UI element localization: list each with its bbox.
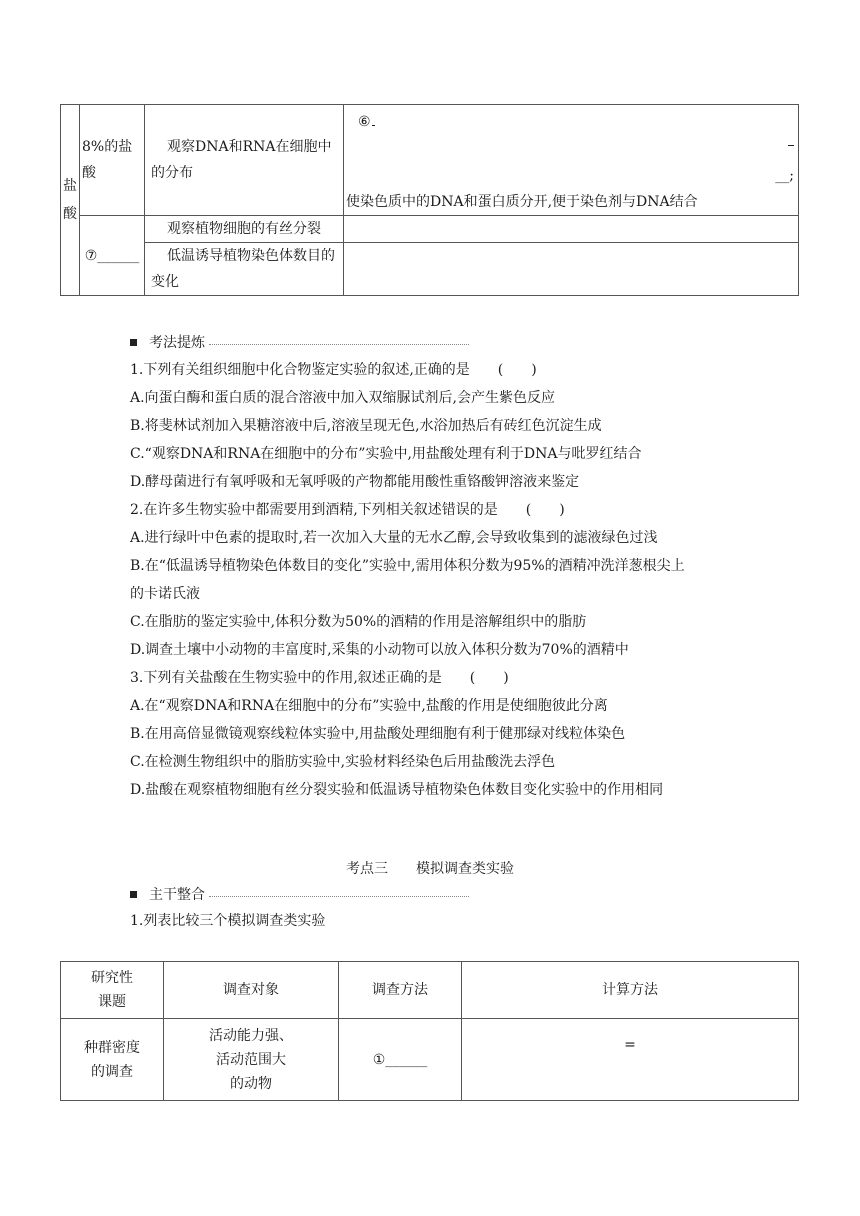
answer-6-tick bbox=[372, 125, 375, 126]
dotted-rule bbox=[209, 344, 469, 345]
experiment-lowtemp-cell bbox=[145, 243, 344, 296]
experiment-mitosis-cell bbox=[145, 216, 344, 243]
answer-6-blank: __; bbox=[775, 168, 794, 184]
method-blank: ①______ bbox=[339, 1019, 462, 1101]
kaofa-label: 考法提炼 bbox=[149, 335, 205, 351]
answer-6-tick-right bbox=[788, 145, 794, 146]
header-topic: 研究性 课题 bbox=[61, 962, 164, 1019]
answer-6-role: 使染色质中的DNA和蛋白质分开,便于染色剂与DNA结合 bbox=[346, 194, 698, 210]
acid-label: 盐 酸 bbox=[63, 178, 77, 222]
answer-6-num: ⑥ bbox=[358, 114, 371, 130]
header-object: 调查对象 bbox=[164, 962, 339, 1019]
object-animals: 活动能力强、 活动范围大 的动物 bbox=[164, 1019, 339, 1101]
q1: 1.下列有关组织细胞中化合物鉴定实验的叙述,正确的是 ( ) bbox=[130, 362, 537, 378]
q2-b-cont: 的卡诺氏液 bbox=[130, 586, 200, 602]
q3-a: A.在“观察DNA和RNA在细胞中的分布”实验中,盐酸的作用是使细胞彼此分离 bbox=[130, 698, 608, 714]
q3-b: B.在用高倍显微镜观察线粒体实验中,用盐酸处理细胞有利于健那绿对线粒体染色 bbox=[130, 726, 626, 742]
q2-c: C.在脂肪的鉴定实验中,体积分数为50%的酒精的作用是溶解组织中的脂肪 bbox=[130, 614, 587, 630]
square-bullet-icon bbox=[130, 339, 137, 346]
experiment-dna-rna: 观察DNA和RNA在细胞中的分布 bbox=[151, 139, 332, 181]
q1-b: B.将斐林试剂加入果糖溶液中后,溶液呈现无色,水浴加热后有砖红色沉淀生成 bbox=[130, 418, 602, 434]
agent-7-cell bbox=[80, 216, 145, 296]
survey-table bbox=[60, 961, 799, 1101]
agent-8pct: 8%的盐酸 bbox=[82, 139, 133, 181]
acid-label-cell bbox=[61, 105, 80, 296]
list-title: 1.列表比较三个模拟调查类实验 bbox=[130, 913, 326, 929]
q2-b: B.在“低温诱导植物染色体数目的变化”实验中,需用体积分数为95%的酒精冲洗洋葱根尖上 bbox=[130, 558, 685, 574]
section3-title: 考点三 模拟调查类实验 bbox=[346, 861, 514, 877]
q1-c: C.“观察DNA和RNA在细胞中的分布”实验中,用盐酸处理有利于DNA与吡罗红结合 bbox=[130, 446, 642, 462]
dotted-rule bbox=[209, 896, 469, 897]
role-lowtemp-cell bbox=[344, 243, 799, 296]
zhugan-label: 主干整合 bbox=[149, 887, 205, 903]
q3-d: D.盐酸在观察植物细胞有丝分裂实验和低温诱导植物染色体数目变化实验中的作用相同 bbox=[130, 782, 664, 798]
q2-d: D.调查土壤中小动物的丰富度时,采集的小动物可以放入体积分数为70%的酒精中 bbox=[130, 642, 629, 658]
role-cell bbox=[344, 105, 799, 216]
topic-density: 种群密度 的调查 bbox=[61, 1019, 164, 1101]
experiment-lowtemp: 低温诱导植物染色体数目的变化 bbox=[151, 248, 335, 290]
role-mitosis-cell bbox=[344, 216, 799, 243]
header-calc: 计算方法 bbox=[462, 962, 799, 1019]
q2: 2.在许多生物实验中都需要用到酒精,下列相关叙述错误的是 ( ) bbox=[130, 502, 565, 518]
experiment-mitosis: 观察植物细胞的有丝分裂 bbox=[167, 221, 321, 237]
question-list bbox=[130, 360, 750, 808]
q2-a: A.进行绿叶中色素的提取时,若一次加入大量的无水乙醇,会导致收集到的滤液绿色过浅 bbox=[130, 530, 658, 546]
q1-d: D.酵母菌进行有氧呼吸和无氧呼吸的产物都能用酸性重铬酸钾溶液来鉴定 bbox=[130, 474, 580, 490]
q1-a: A.向蛋白酶和蛋白质的混合溶液中加入双缩脲试剂后,会产生紫色反应 bbox=[130, 390, 556, 406]
square-bullet-icon bbox=[130, 891, 137, 898]
calc-formula: = bbox=[462, 1019, 799, 1101]
kaofa-heading bbox=[130, 332, 469, 352]
experiment-cell bbox=[145, 105, 344, 216]
q3: 3.下列有关盐酸在生物实验中的作用,叙述正确的是 ( ) bbox=[130, 670, 509, 686]
acid-table bbox=[60, 104, 799, 296]
answer-7-blank: ⑦______ bbox=[84, 247, 140, 264]
zhugan-heading bbox=[130, 884, 469, 904]
header-method: 调查方法 bbox=[339, 962, 462, 1019]
agent-cell bbox=[80, 105, 145, 216]
q3-c: C.在检测生物组织中的脂肪实验中,实验材料经染色后用盐酸洗去浮色 bbox=[130, 754, 556, 770]
